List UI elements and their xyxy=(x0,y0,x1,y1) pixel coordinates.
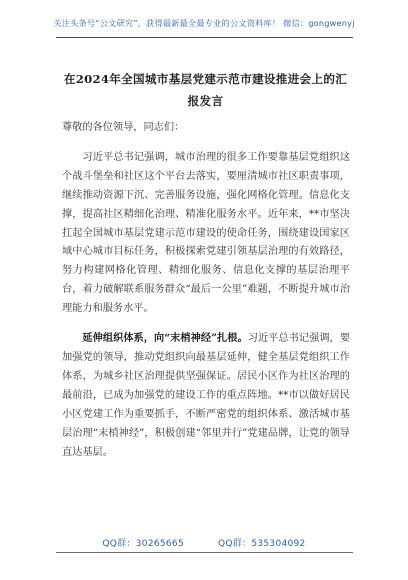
paragraph-text: 习近平总书记强调，要加强党的领导，推动党组织向最基层延伸，健全基层党组织工作体系，为城乡社区治理提供坚强保证。居民小区作为社区治理的最前沿，已成为加强党的建设工作的重点阵地。**市以做好居民小区党建工作为重要抓手，不断严密党的组织体系、激活城市基层治理“末梢神经”，积极创建“邻里并行”党建品牌，让党的领导直达基层。 xyxy=(62,333,351,458)
footer-divider xyxy=(56,552,353,553)
header-divider xyxy=(56,37,353,38)
paragraph-section-1 xyxy=(62,329,350,462)
footer-qq-group-1: QQ群：30265665 xyxy=(102,539,184,549)
paragraph-heading: 延伸组织体系，向“末梢神经”扎根。 xyxy=(82,332,248,345)
salutation: 尊敬的各位领导，同志们： xyxy=(62,122,185,133)
footer-contacts xyxy=(0,536,408,549)
document-title: 在2024年全国城市基层党建示范市建设推进会上的汇报发言 xyxy=(63,72,348,108)
footer-qq-group-2: QQ群：535304092 xyxy=(217,539,306,549)
paragraph-intro xyxy=(62,148,350,319)
header-banner: 关注头条号“公文研究”，获得最新最全最专业的公文资料库！ 微信：gongwenyj xyxy=(53,18,355,28)
paragraph-text: 习近平总书记强调，城市治理的很多工作要靠基层党组织这个战斗堡垒和社区这个平台去落实，要厘清城市社区职责事项，继续推动资源下沉、完善服务设施，强化网格化管理。信息化支撑，提高社区精细化治理、精准化服务水平。近年来，**市坚决扛起全国城市基层党建示范市建设的使命任务，围绕建设国家区域中心城市目标任务，积极探索党建引领基层治理的有效路径，努力构建网格化管理、精细化服务、信息化支撑的基层治理平台，着力破解联系服务群众“最后一公里”难题，不断提升城市治理能力和服务水平。 xyxy=(62,151,350,315)
document-body xyxy=(62,119,350,462)
